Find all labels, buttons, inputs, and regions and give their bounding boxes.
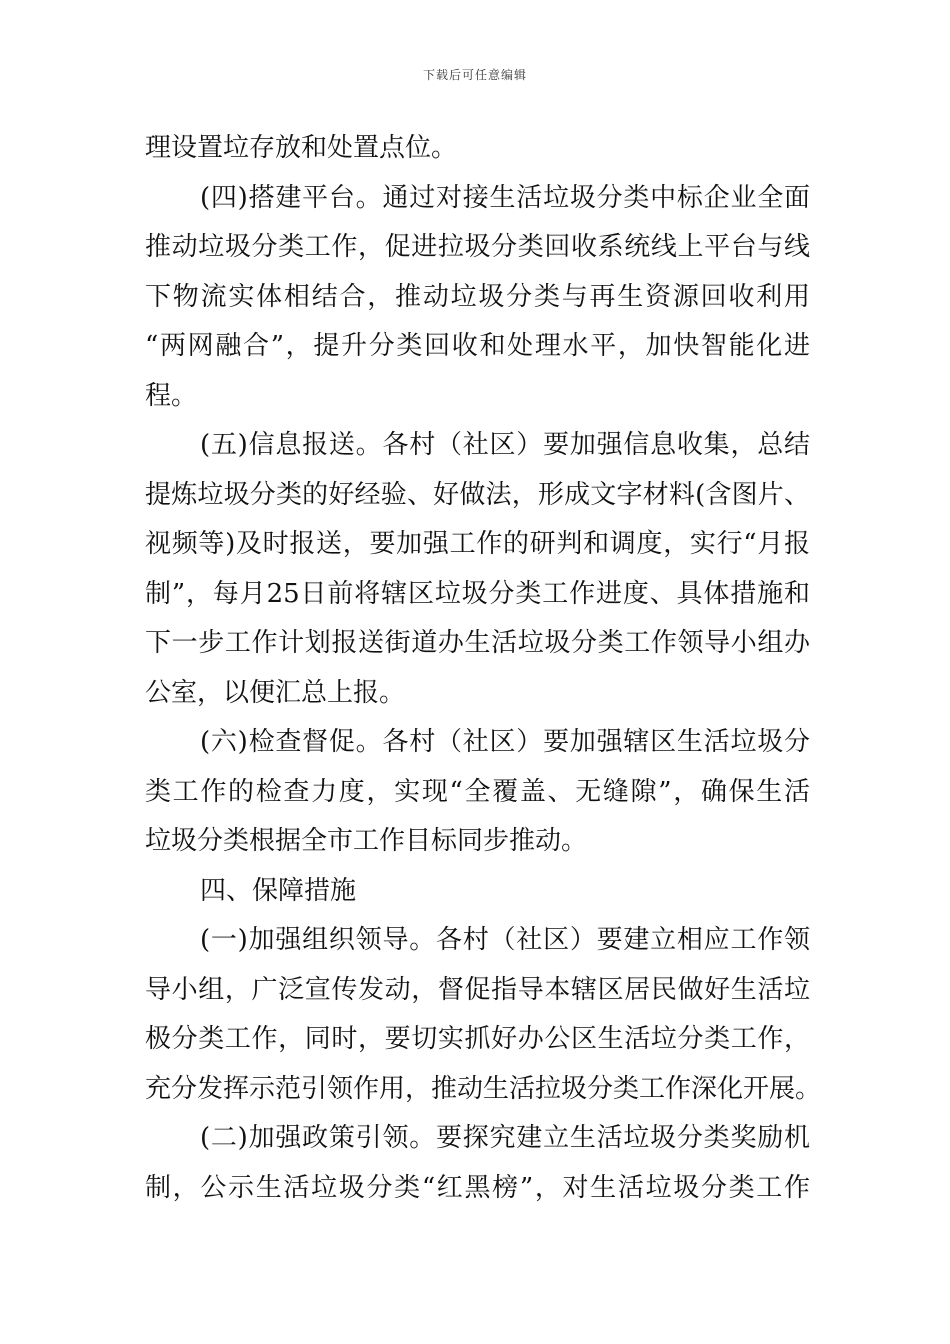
text-line: “两网融合”，提升分类回收和处理水平，加快智能化进 — [145, 331, 810, 361]
text-line: 下物流实体相结合，推动垃圾分类与再生资源回收利用 — [145, 281, 810, 312]
text-line: 极分类工作，同时，要切实抓好办公区生活垃分类工作， — [145, 1024, 810, 1054]
text-line: 垃圾分类根据全市工作目标同步推动。 — [145, 826, 588, 856]
text-line: (四)搭建平台。通过对接生活垃圾分类中标企业全面 — [200, 182, 810, 213]
text-line: 充分发挥示范引领作用，推动生活拉圾分类工作深化开展。 — [145, 1073, 822, 1104]
text-line: (六)检查督促。各村（社区）要加强辖区生活垃圾分 — [200, 727, 810, 757]
text-line: 下一步工作计划报送街道办生活垃圾分类工作领导小组办 — [145, 628, 810, 658]
text-line: 提炼垃圾分类的好经验、好做法，形成文字材料(含图片、 — [145, 479, 810, 510]
page-header-note: 下载后可任意编辑 — [422, 68, 527, 82]
text-line: 制，公示生活垃圾分类“红黑榜”，对生活垃圾分类工作 — [145, 1172, 810, 1203]
text-line: 推动垃圾分类工作，促进拉圾分类回收系统线上平台与线 — [145, 232, 810, 262]
text-line: 视频等)及时报送，要加强工作的研判和调度，实行“月报 — [145, 529, 810, 559]
text-line: (五)信息报送。各村（社区）要加强信息收集，总结 — [200, 430, 810, 460]
text-line: 类工作的检查力度，实现“全覆盖、无缝隙”，确保生活 — [145, 776, 810, 807]
text-line: 导小组，广泛宣传发动，督促指导本辖区居民做好生活垃 — [145, 974, 810, 1005]
text-line: 程。 — [145, 380, 198, 411]
text-line: 理设置垃存放和处置点位。 — [145, 133, 458, 163]
text-line: 四、保障措施 — [200, 875, 357, 906]
text-line: 制”，每月25日前将辖区垃圾分类工作进度、具体措施和 — [145, 578, 810, 609]
text-line: (一)加强组织领导。各村（社区）要建立相应工作领 — [200, 925, 810, 955]
text-line: (二)加强政策引领。要探究建立生活垃圾分类奖励机 — [200, 1123, 810, 1153]
text-line: 公室，以便汇总上报。 — [145, 677, 406, 708]
document-body — [145, 124, 822, 1213]
